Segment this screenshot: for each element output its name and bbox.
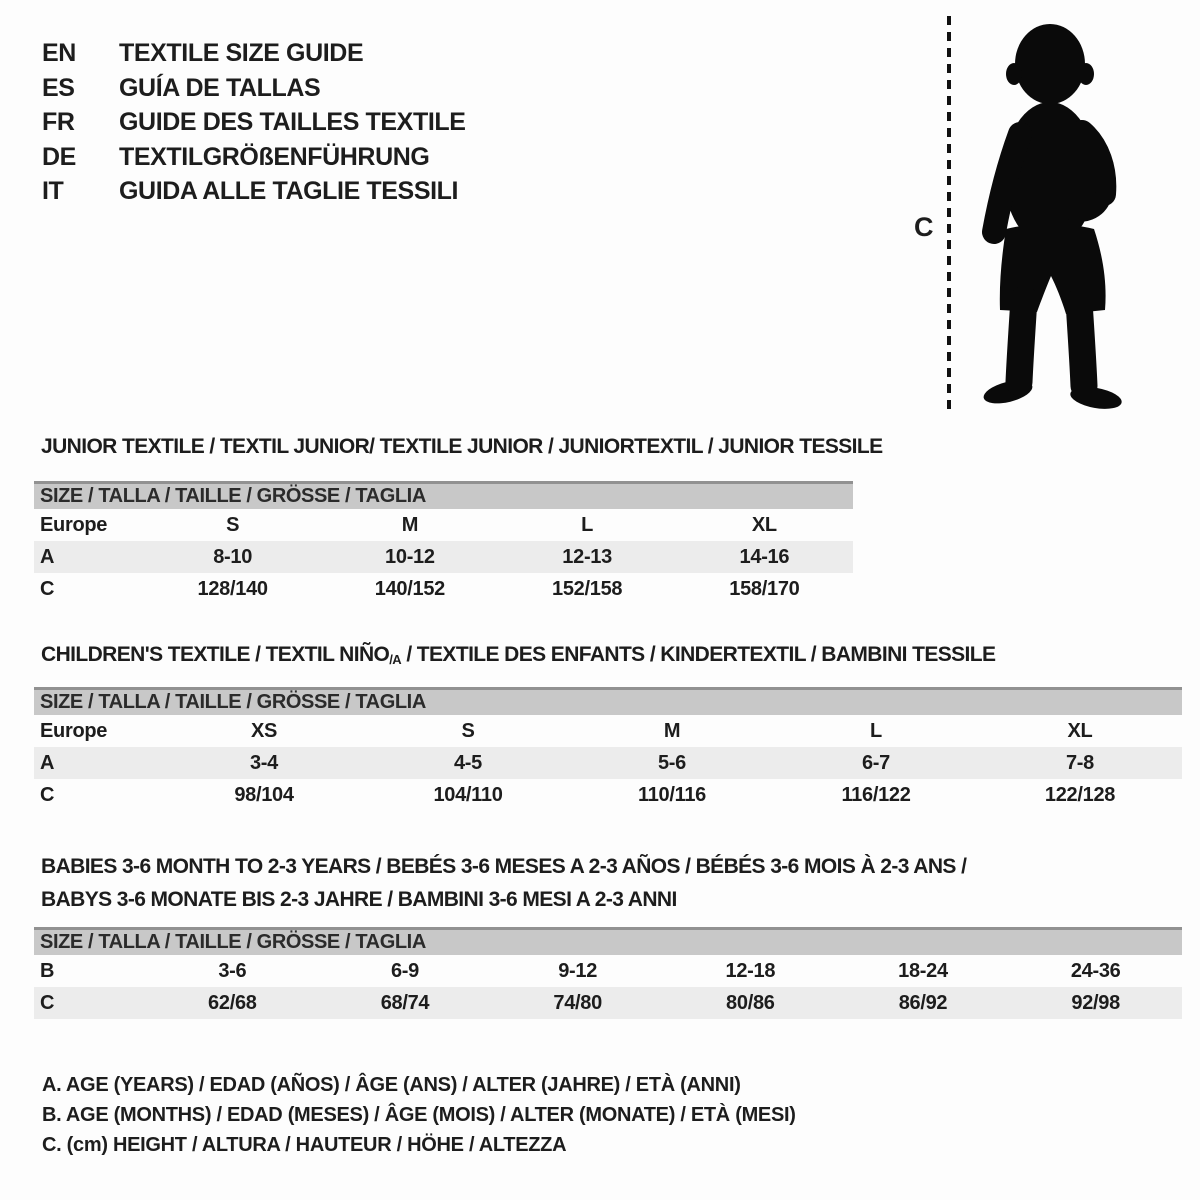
babies-size-table (34, 927, 1182, 1019)
lang-code: ES (42, 73, 75, 102)
footnote-c: C. (cm) HEIGHT / ALTURA / HAUTEUR / HÖHE / ALTEZZA (42, 1134, 567, 1156)
table-cell: 86/92 (898, 991, 948, 1014)
junior-size-table (34, 481, 853, 605)
lang-title: TEXTILE SIZE GUIDE (119, 39, 364, 67)
row-label: Europe (40, 719, 108, 742)
table-cell: 98/104 (234, 783, 294, 806)
table-cell: 14-16 (739, 545, 790, 568)
row-label: C (40, 991, 55, 1014)
table-row (34, 779, 1182, 811)
table-cell: 12-13 (562, 545, 612, 568)
table-row (34, 987, 1182, 1019)
lang-title: GUÍA DE TALLAS (119, 73, 321, 102)
footnote-b: B. AGE (MONTHS) / EDAD (MESES) / ÂGE (MOIS) / ALTER (MONATE) / ETÀ (MESI) (42, 1104, 796, 1126)
table-cell: 140/152 (374, 577, 445, 600)
table-cell: 12-18 (725, 959, 776, 982)
row-label: C (40, 577, 55, 600)
table-cell: 116/122 (841, 783, 911, 806)
children-title-suffix: / TEXTILE DES ENFANTS / KINDERTEXTIL / BAMBINI TESSILE (401, 643, 996, 666)
footnote-a: A. AGE (YEARS) / EDAD (AÑOS) / ÂGE (ANS) / ALTER (JAHRE) / ETÀ (ANNI) (42, 1074, 741, 1096)
table-cell: 6-7 (861, 751, 890, 774)
table-cell: 3-6 (218, 959, 247, 982)
height-measure-figure (900, 0, 1200, 430)
children-title-sub: /A (389, 651, 402, 667)
babies-section-title (41, 850, 966, 916)
table-cell: 80/86 (726, 991, 775, 1014)
table-cell: L (870, 719, 882, 742)
table-cell: 5-6 (657, 751, 686, 774)
table-cell: XS (250, 719, 278, 742)
table-row (34, 509, 853, 541)
table-cell: L (581, 513, 594, 536)
table-cell: 158/170 (729, 577, 800, 600)
row-label: Europe (40, 513, 108, 536)
table-cell: 18-24 (898, 959, 948, 982)
table-cell: M (401, 513, 419, 536)
babies-title-line2: BABYS 3-6 MONATE BIS 2-3 JAHRE / BAMBINI 3-6 MESI A 2-3 ANNI (41, 888, 677, 911)
height-measure-label: C (914, 212, 934, 242)
table-cell: 128/140 (197, 577, 268, 600)
lang-code: EN (42, 39, 76, 67)
table-row (34, 955, 1182, 987)
table-cell: 9-12 (558, 959, 598, 982)
row-label: A (40, 545, 55, 568)
table-cell: 122/128 (1044, 783, 1116, 806)
size-band: SIZE / TALLA / TAILLE / GRÖSSE / TAGLIA (34, 687, 1182, 715)
table-cell: 6-9 (390, 959, 419, 982)
dashed-height-line (947, 16, 951, 416)
table-cell: 68/74 (380, 991, 430, 1014)
table-cell: S (226, 513, 240, 536)
children-title-prefix: CHILDREN'S TEXTILE / TEXTIL NIÑO (41, 643, 390, 666)
table-cell: 8-10 (213, 545, 253, 568)
table-row (34, 541, 853, 573)
row-label: B (40, 959, 55, 982)
table-cell: 7-8 (1065, 751, 1094, 774)
table-cell: XL (751, 513, 777, 536)
children-section-title (41, 643, 995, 667)
lang-title: GUIDE DES TAILLES TEXTILE (119, 108, 466, 137)
table-row (34, 715, 1182, 747)
table-cell: 3-4 (249, 751, 278, 774)
table-cell: 24-36 (1070, 959, 1121, 982)
table-row (34, 747, 1182, 779)
table-cell: M (663, 719, 681, 742)
lang-code: FR (42, 108, 75, 137)
table-cell: S (461, 719, 475, 742)
table-cell: 74/80 (553, 991, 602, 1014)
table-cell: 110/116 (638, 783, 706, 806)
row-label: C (40, 783, 55, 806)
toddler-silhouette-icon (964, 14, 1136, 414)
size-band: SIZE / TALLA / TAILLE / GRÖSSE / TAGLIA (34, 927, 1182, 955)
table-row (34, 573, 853, 605)
table-cell: 62/68 (208, 991, 257, 1014)
lang-code: IT (42, 177, 64, 206)
lang-title: TEXTILGRÖßENFÜHRUNG (119, 142, 430, 171)
row-label: A (40, 751, 55, 774)
size-band: SIZE / TALLA / TAILLE / GRÖSSE / TAGLIA (34, 481, 853, 509)
table-cell: XL (1067, 719, 1093, 742)
table-cell: 10-12 (385, 545, 435, 568)
table-cell: 152/158 (552, 577, 623, 600)
footnotes (42, 1070, 796, 1160)
babies-title-line1: BABIES 3-6 MONTH TO 2-3 YEARS / BEBÉS 3-6 MESES A 2-3 AÑOS / BÉBÉS 3-6 MOIS À 2-3 ANS / (41, 855, 967, 878)
language-legend (42, 36, 466, 209)
table-cell: 92/98 (1071, 991, 1120, 1014)
table-cell: 4-5 (453, 751, 482, 774)
children-size-table (34, 687, 1182, 811)
junior-section-title: JUNIOR TEXTILE / TEXTIL JUNIOR/ TEXTILE JUNIOR / JUNIORTEXTIL / JUNIOR TESSILE (41, 435, 883, 458)
lang-code: DE (42, 142, 76, 171)
lang-title: GUIDA ALLE TAGLIE TESSILI (119, 177, 459, 206)
table-cell: 104/110 (433, 783, 503, 806)
